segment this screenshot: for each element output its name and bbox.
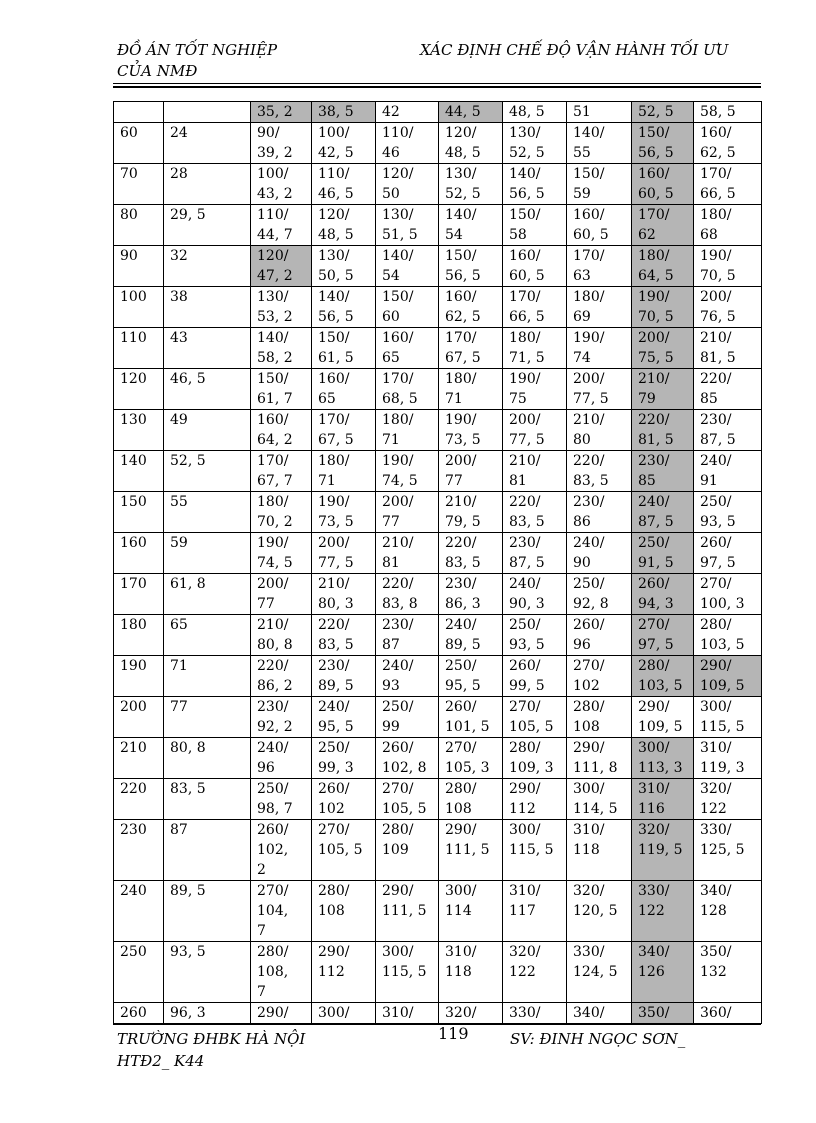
table-cell: 160 [114,533,164,574]
table-cell: 280/ 109 [376,820,439,881]
table-cell: 200/ 77 [251,574,312,615]
table-cell: 310/ 116 [632,779,694,820]
table-row [114,123,762,164]
table-cell: 290/ [251,1003,312,1024]
table-cell: 140 [114,451,164,492]
table-cell: 220/ 83, 5 [312,615,376,656]
table-cell: 280/ 108 [312,881,376,942]
table-cell: 100 [114,287,164,328]
table-cell: 290/ 111, 8 [567,738,632,779]
table-cell: 200/ 77, 5 [567,369,632,410]
table-row [114,942,762,1003]
table-cell: 180/ 70, 2 [251,492,312,533]
table-cell: 35, 2 [251,102,312,123]
table-cell: 340/ [567,1003,632,1024]
table-cell: 130/ 51, 5 [376,205,439,246]
table-cell: 240/ 96 [251,738,312,779]
table-cell: 340/ 126 [632,942,694,1003]
table-cell: 270/ 102 [567,656,632,697]
table-row [114,287,762,328]
table-cell: 70 [114,164,164,205]
table-cell: 300/ 115, 5 [694,697,762,738]
table-cell: 170/ 66, 5 [694,164,762,205]
table-cell: 210/ 79, 5 [439,492,503,533]
table-cell: 200/ 77 [439,451,503,492]
table-row [114,881,762,942]
table-cell: 320/ 122 [503,942,567,1003]
table-cell: 65 [164,615,251,656]
table-cell: 260/ 102, 2 [251,820,312,881]
table-cell: 52, 5 [632,102,694,123]
table-cell: 170/ 62 [632,205,694,246]
table-cell: 240/ 91 [694,451,762,492]
table-cell: 230/ 87, 5 [503,533,567,574]
table-cell: 170/ 63 [567,246,632,287]
table-cell: 210/ 81 [376,533,439,574]
table-cell: 160/ 62, 5 [439,287,503,328]
table-cell: 170/ 66, 5 [503,287,567,328]
table-cell: 200 [114,697,164,738]
table-cell: 190/ 73, 5 [439,410,503,451]
table-cell: 120/ 48, 5 [312,205,376,246]
table-cell: 360/ [694,1003,762,1024]
table-cell: 290/ 109, 5 [632,697,694,738]
table-cell: 350/ [632,1003,694,1024]
table-cell: 220/ 86, 2 [251,656,312,697]
table-row [114,246,762,287]
table-cell: 130/ 52, 5 [439,164,503,205]
table-cell: 280/ 103, 5 [694,615,762,656]
table-cell: 230/ 87 [376,615,439,656]
table-cell: 260/ 101, 5 [439,697,503,738]
table-cell: 93, 5 [164,942,251,1003]
table-row [114,820,762,881]
table-cell: 150 [114,492,164,533]
table-cell: 150/ 58 [503,205,567,246]
table-cell: 140/ 54 [376,246,439,287]
table-cell: 130 [114,410,164,451]
table-cell: 150/ 61, 7 [251,369,312,410]
table-cell: 300/ 115, 5 [503,820,567,881]
table-cell: 32 [164,246,251,287]
footer-student: SV: ĐINH NGỌC SƠN_ [510,1030,686,1048]
header-title-line1: ĐỒ ÁN TỐT NGHIỆP [117,41,278,59]
table-row [114,492,762,533]
table-cell: 190 [114,656,164,697]
table-cell: 61, 8 [164,574,251,615]
table-cell: 300/ [312,1003,376,1024]
footer-class: HTĐ2_ K44 [117,1052,205,1070]
table-cell: 270/ 97, 5 [632,615,694,656]
table-cell: 170/ 67, 5 [312,410,376,451]
table-cell: 220/ 85 [694,369,762,410]
table-cell: 160/ 62, 5 [694,123,762,164]
table-cell: 230/ 86 [567,492,632,533]
table-cell: 28 [164,164,251,205]
table-cell: 300/ 115, 5 [376,942,439,1003]
table-cell: 280/ 109, 3 [503,738,567,779]
table-cell: 210 [114,738,164,779]
table-cell: 270/ 105, 3 [439,738,503,779]
table-cell [114,102,164,123]
table-cell: 320/ 122 [694,779,762,820]
table-cell: 230 [114,820,164,881]
table-cell: 52, 5 [164,451,251,492]
table-cell: 310/ 118 [567,820,632,881]
table-cell: 240/ 95, 5 [312,697,376,738]
header-title-line2: CỦA NMĐ [117,62,198,80]
table-cell: 260 [114,1003,164,1024]
table-cell: 170/ 68, 5 [376,369,439,410]
table-cell: 180/ 69 [567,287,632,328]
table-cell: 42 [376,102,439,123]
table-row [114,164,762,205]
table-cell: 120/ 47, 2 [251,246,312,287]
table-cell: 38, 5 [312,102,376,123]
table-cell: 200/ 77, 5 [503,410,567,451]
table-cell: 83, 5 [164,779,251,820]
table-cell: 100/ 42, 5 [312,123,376,164]
table-row [114,779,762,820]
table-cell: 200/ 76, 5 [694,287,762,328]
table-cell: 250/ 92, 8 [567,574,632,615]
table-cell: 100/ 43, 2 [251,164,312,205]
table-cell: 110 [114,328,164,369]
table-cell: 180/ 71, 5 [503,328,567,369]
page-number: 119 [438,1024,469,1043]
table-cell: 340/ 128 [694,881,762,942]
data-table [113,101,762,1024]
table-cell: 220/ 83, 5 [567,451,632,492]
table-cell: 210/ 79 [632,369,694,410]
table-cell: 260/ 97, 5 [694,533,762,574]
table-cell: 130/ 53, 2 [251,287,312,328]
table-cell: 190/ 74, 5 [376,451,439,492]
header-left [117,40,277,82]
table-cell: 24 [164,123,251,164]
table-cell: 210/ 80, 3 [312,574,376,615]
header-rule-thick [113,86,761,88]
table-cell: 190/ 70, 5 [632,287,694,328]
table-cell: 220/ 83, 5 [503,492,567,533]
table-cell: 330/ 125, 5 [694,820,762,881]
table-cell: 320/ [439,1003,503,1024]
table-cell: 310/ [376,1003,439,1024]
table-cell: 230/ 86, 3 [439,574,503,615]
table-row [114,102,762,123]
table-row [114,656,762,697]
table-cell: 180/ 71 [376,410,439,451]
table-cell: 140/ 56, 5 [312,287,376,328]
table-cell: 250/ 93, 5 [503,615,567,656]
table-cell: 44, 5 [439,102,503,123]
table-cell: 290/ 112 [503,779,567,820]
table-row [114,328,762,369]
table-cell: 48, 5 [503,102,567,123]
table-cell: 160/ 65 [312,369,376,410]
table-cell: 120/ 48, 5 [439,123,503,164]
table-cell: 260/ 94, 3 [632,574,694,615]
table-cell: 240/ 89, 5 [439,615,503,656]
table-cell: 49 [164,410,251,451]
table-cell: 270/ 100, 3 [694,574,762,615]
table-cell: 120/ 50 [376,164,439,205]
table-cell: 220/ 81, 5 [632,410,694,451]
table-cell: 160/ 60, 5 [503,246,567,287]
table-cell: 240/ 87, 5 [632,492,694,533]
table-cell: 190/ 70, 5 [694,246,762,287]
table-cell: 280/ 108, 7 [251,942,312,1003]
table-row [114,1003,762,1024]
table-cell: 120 [114,369,164,410]
table-cell: 43 [164,328,251,369]
table-cell: 240/ 93 [376,656,439,697]
table-cell: 150/ 56, 5 [632,123,694,164]
table-cell: 29, 5 [164,205,251,246]
table-cell: 260/ 102 [312,779,376,820]
table-cell: 250/ 99, 3 [312,738,376,779]
table-cell: 170 [114,574,164,615]
table-cell: 160/ 60, 5 [632,164,694,205]
table-cell: 59 [164,533,251,574]
table-cell: 110/ 44, 7 [251,205,312,246]
table-cell: 96, 3 [164,1003,251,1024]
table-cell: 130/ 50, 5 [312,246,376,287]
table-cell: 310/ 117 [503,881,567,942]
table-cell: 250/ 91, 5 [632,533,694,574]
table-cell: 280/ 108 [439,779,503,820]
table-cell: 270/ 105, 5 [376,779,439,820]
table-cell: 140/ 56, 5 [503,164,567,205]
table-cell: 170/ 67, 7 [251,451,312,492]
table-cell: 320/ 120, 5 [567,881,632,942]
table-cell: 150/ 61, 5 [312,328,376,369]
table-cell: 90 [114,246,164,287]
table-cell: 87 [164,820,251,881]
table-cell: 160/ 65 [376,328,439,369]
table-cell: 110/ 46 [376,123,439,164]
table-cell: 110/ 46, 5 [312,164,376,205]
table-cell: 80, 8 [164,738,251,779]
table-cell: 200/ 77 [376,492,439,533]
footer-left [117,1028,305,1072]
table-cell: 160/ 64, 2 [251,410,312,451]
table-cell: 310/ 118 [439,942,503,1003]
table-cell: 38 [164,287,251,328]
table-cell: 220/ 83, 8 [376,574,439,615]
table-cell: 310/ 119, 3 [694,738,762,779]
table-cell: 140/ 58, 2 [251,328,312,369]
table-cell: 150/ 60 [376,287,439,328]
table-cell: 330/ [503,1003,567,1024]
table-cell: 60 [114,123,164,164]
table-cell: 250/ 95, 5 [439,656,503,697]
table-row [114,205,762,246]
table-cell: 250 [114,942,164,1003]
table-cell: 190/ 73, 5 [312,492,376,533]
table-cell: 230/ 92, 2 [251,697,312,738]
header-right: XÁC ĐỊNH CHẾ ĐỘ VẬN HÀNH TỐI ƯU [420,41,729,59]
table-cell: 200/ 75, 5 [632,328,694,369]
table-cell: 260/ 102, 8 [376,738,439,779]
table-cell: 210/ 81 [503,451,567,492]
table-cell: 58, 5 [694,102,762,123]
table-cell: 320/ 119, 5 [632,820,694,881]
table-cell: 180/ 71 [312,451,376,492]
table-cell: 180/ 68 [694,205,762,246]
table-cell: 250/ 98, 7 [251,779,312,820]
table-row [114,410,762,451]
table-cell: 230/ 87, 5 [694,410,762,451]
table-cell: 77 [164,697,251,738]
table-cell: 210/ 80 [567,410,632,451]
table-cell: 330/ 122 [632,881,694,942]
table-cell: 90/ 39, 2 [251,123,312,164]
table-cell: 290/ 109, 5 [694,656,762,697]
table-cell: 350/ 132 [694,942,762,1003]
table-cell: 150/ 59 [567,164,632,205]
table-cell [164,102,251,123]
table-cell: 300/ 114, 5 [567,779,632,820]
table-cell: 250/ 99 [376,697,439,738]
table-cell: 170/ 67, 5 [439,328,503,369]
table-cell: 220 [114,779,164,820]
footer-rule [113,1023,761,1025]
table-cell: 300/ 114 [439,881,503,942]
table-cell: 300/ 113, 3 [632,738,694,779]
table-row [114,369,762,410]
table-cell: 290/ 111, 5 [439,820,503,881]
table-cell: 180 [114,615,164,656]
table-cell: 80 [114,205,164,246]
footer-school: TRƯỜNG ĐHBK HÀ NỘI [117,1030,306,1048]
table-row [114,574,762,615]
table-cell: 160/ 60, 5 [567,205,632,246]
table-cell: 240/ 90, 3 [503,574,567,615]
table-cell: 330/ 124, 5 [567,942,632,1003]
table-cell: 250/ 93, 5 [694,492,762,533]
table-cell: 140/ 54 [439,205,503,246]
table-cell: 210/ 81, 5 [694,328,762,369]
table-cell: 290/ 111, 5 [376,881,439,942]
table-cell: 240 [114,881,164,942]
table-row [114,697,762,738]
table-cell: 230/ 85 [632,451,694,492]
table-cell: 220/ 83, 5 [439,533,503,574]
table-cell: 55 [164,492,251,533]
table-cell: 240/ 90 [567,533,632,574]
table-cell: 270/ 105, 5 [503,697,567,738]
table-cell: 270/ 105, 5 [312,820,376,881]
table-cell: 190/ 74 [567,328,632,369]
table-cell: 260/ 99, 5 [503,656,567,697]
table-cell: 200/ 77, 5 [312,533,376,574]
table-cell: 150/ 56, 5 [439,246,503,287]
table-cell: 230/ 89, 5 [312,656,376,697]
table-row [114,533,762,574]
table-row [114,738,762,779]
table-cell: 280/ 103, 5 [632,656,694,697]
header-rule [113,83,761,84]
table-cell: 180/ 71 [439,369,503,410]
table-cell: 180/ 64, 5 [632,246,694,287]
table-cell: 210/ 80, 8 [251,615,312,656]
table-cell: 46, 5 [164,369,251,410]
table-cell: 260/ 96 [567,615,632,656]
table-cell: 130/ 52, 5 [503,123,567,164]
table-row [114,451,762,492]
table-row [114,615,762,656]
table-cell: 140/ 55 [567,123,632,164]
table-cell: 71 [164,656,251,697]
table-cell: 89, 5 [164,881,251,942]
table-cell: 270/ 104, 7 [251,881,312,942]
table-cell: 290/ 112 [312,942,376,1003]
table-cell: 190/ 74, 5 [251,533,312,574]
table-cell: 190/ 75 [503,369,567,410]
table-cell: 280/ 108 [567,697,632,738]
table-cell: 51 [567,102,632,123]
